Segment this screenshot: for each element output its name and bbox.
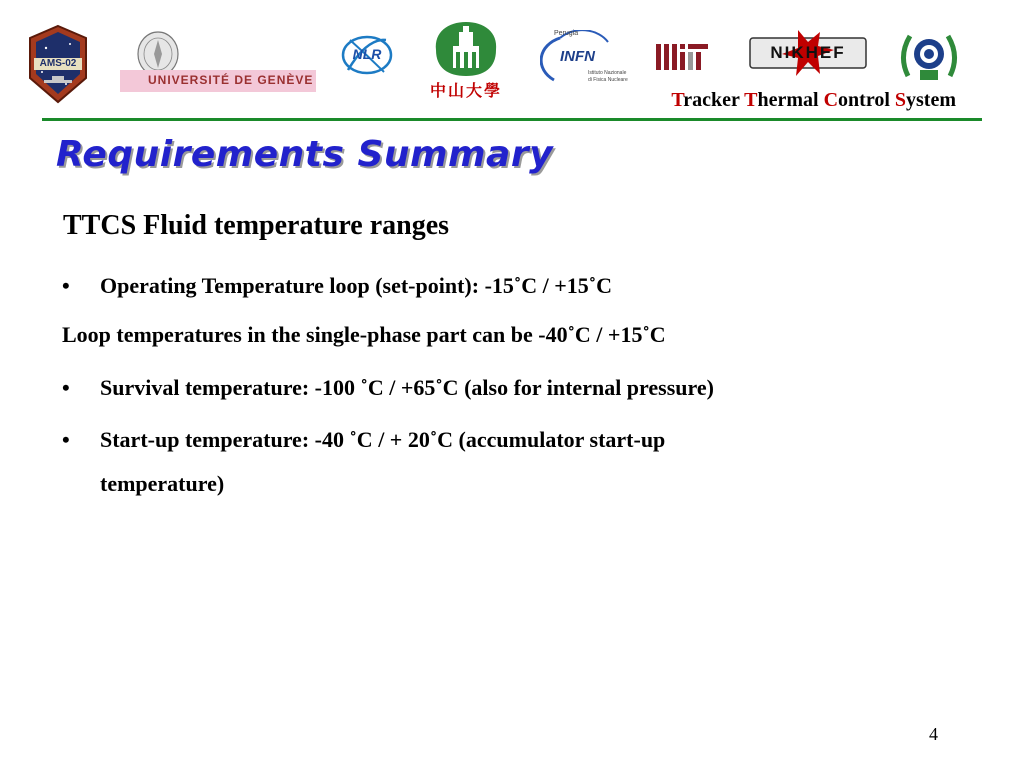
ams02-logo (26, 24, 90, 104)
system-title-rest-1: racker (683, 89, 740, 111)
infn-city-label: Perugia (554, 30, 579, 37)
bullet-text-startup-line2: temperature) (100, 471, 225, 496)
mit-logo (654, 42, 710, 72)
nikhef-logo (748, 28, 868, 80)
bullet-glyph: • (62, 273, 70, 298)
taiwan-emblem-logo (896, 26, 962, 88)
bullet-text-startup (100, 418, 665, 506)
system-title-rest-3: ontrol (838, 89, 890, 111)
mit-label (654, 42, 655, 43)
loop-temperature-line: Loop temperatures in the single-phase part can be -40˚C / +15˚C (62, 322, 666, 347)
system-title-cap-1: T (671, 89, 684, 111)
header-divider (42, 118, 982, 121)
infn-sub2-label: di Fisica Nucleare (588, 77, 628, 83)
infn-label: INFN (560, 48, 595, 65)
nikhef-label: NIKHEF (770, 43, 846, 62)
slide-title: Requirements Summary (56, 134, 554, 175)
system-title-cap-4: S (894, 89, 907, 111)
system-title-cap-2: T (744, 89, 758, 111)
system-title-rest-2: hermal (757, 89, 819, 111)
infn-logo (540, 30, 626, 88)
bullet-item-startup (62, 418, 665, 506)
bullet-item-survival (62, 366, 714, 410)
mit-bars-icon (654, 42, 710, 72)
system-title (671, 89, 956, 112)
sysu-logo (426, 18, 506, 102)
bullet-glyph: • (62, 375, 70, 400)
system-title-rest-4: ystem (906, 89, 956, 111)
wreath-emblem-icon (896, 26, 962, 88)
page-number: 4 (929, 724, 938, 744)
bullet-glyph: • (62, 427, 70, 452)
sysu-label: 中山大學 (430, 83, 503, 100)
ams02-label: AMS-02 (39, 58, 77, 69)
infn-sub1-label: Istituto Nazionale (588, 70, 627, 76)
geneve-logo (118, 28, 318, 94)
geneve-label: UNIVERSITÉ DE GENÈVE (148, 73, 314, 87)
bullet-text-survival: Survival temperature: -100 ˚C / +65˚C (also for internal pressure) (100, 375, 714, 400)
nlr-logo (338, 26, 396, 84)
system-title-cap-3: C (823, 89, 839, 111)
bullet-text-startup-line1: Start-up temperature: -40 ˚C / + 20˚C (accumulator start-up (100, 427, 666, 452)
nlr-label: NLR (352, 46, 382, 62)
bullet-item-operating (62, 264, 612, 308)
slide-subtitle: TTCS Fluid temperature ranges (63, 210, 450, 241)
bullet-text-operating: Operating Temperature loop (set-point): -15˚C / +15˚C (100, 273, 612, 298)
